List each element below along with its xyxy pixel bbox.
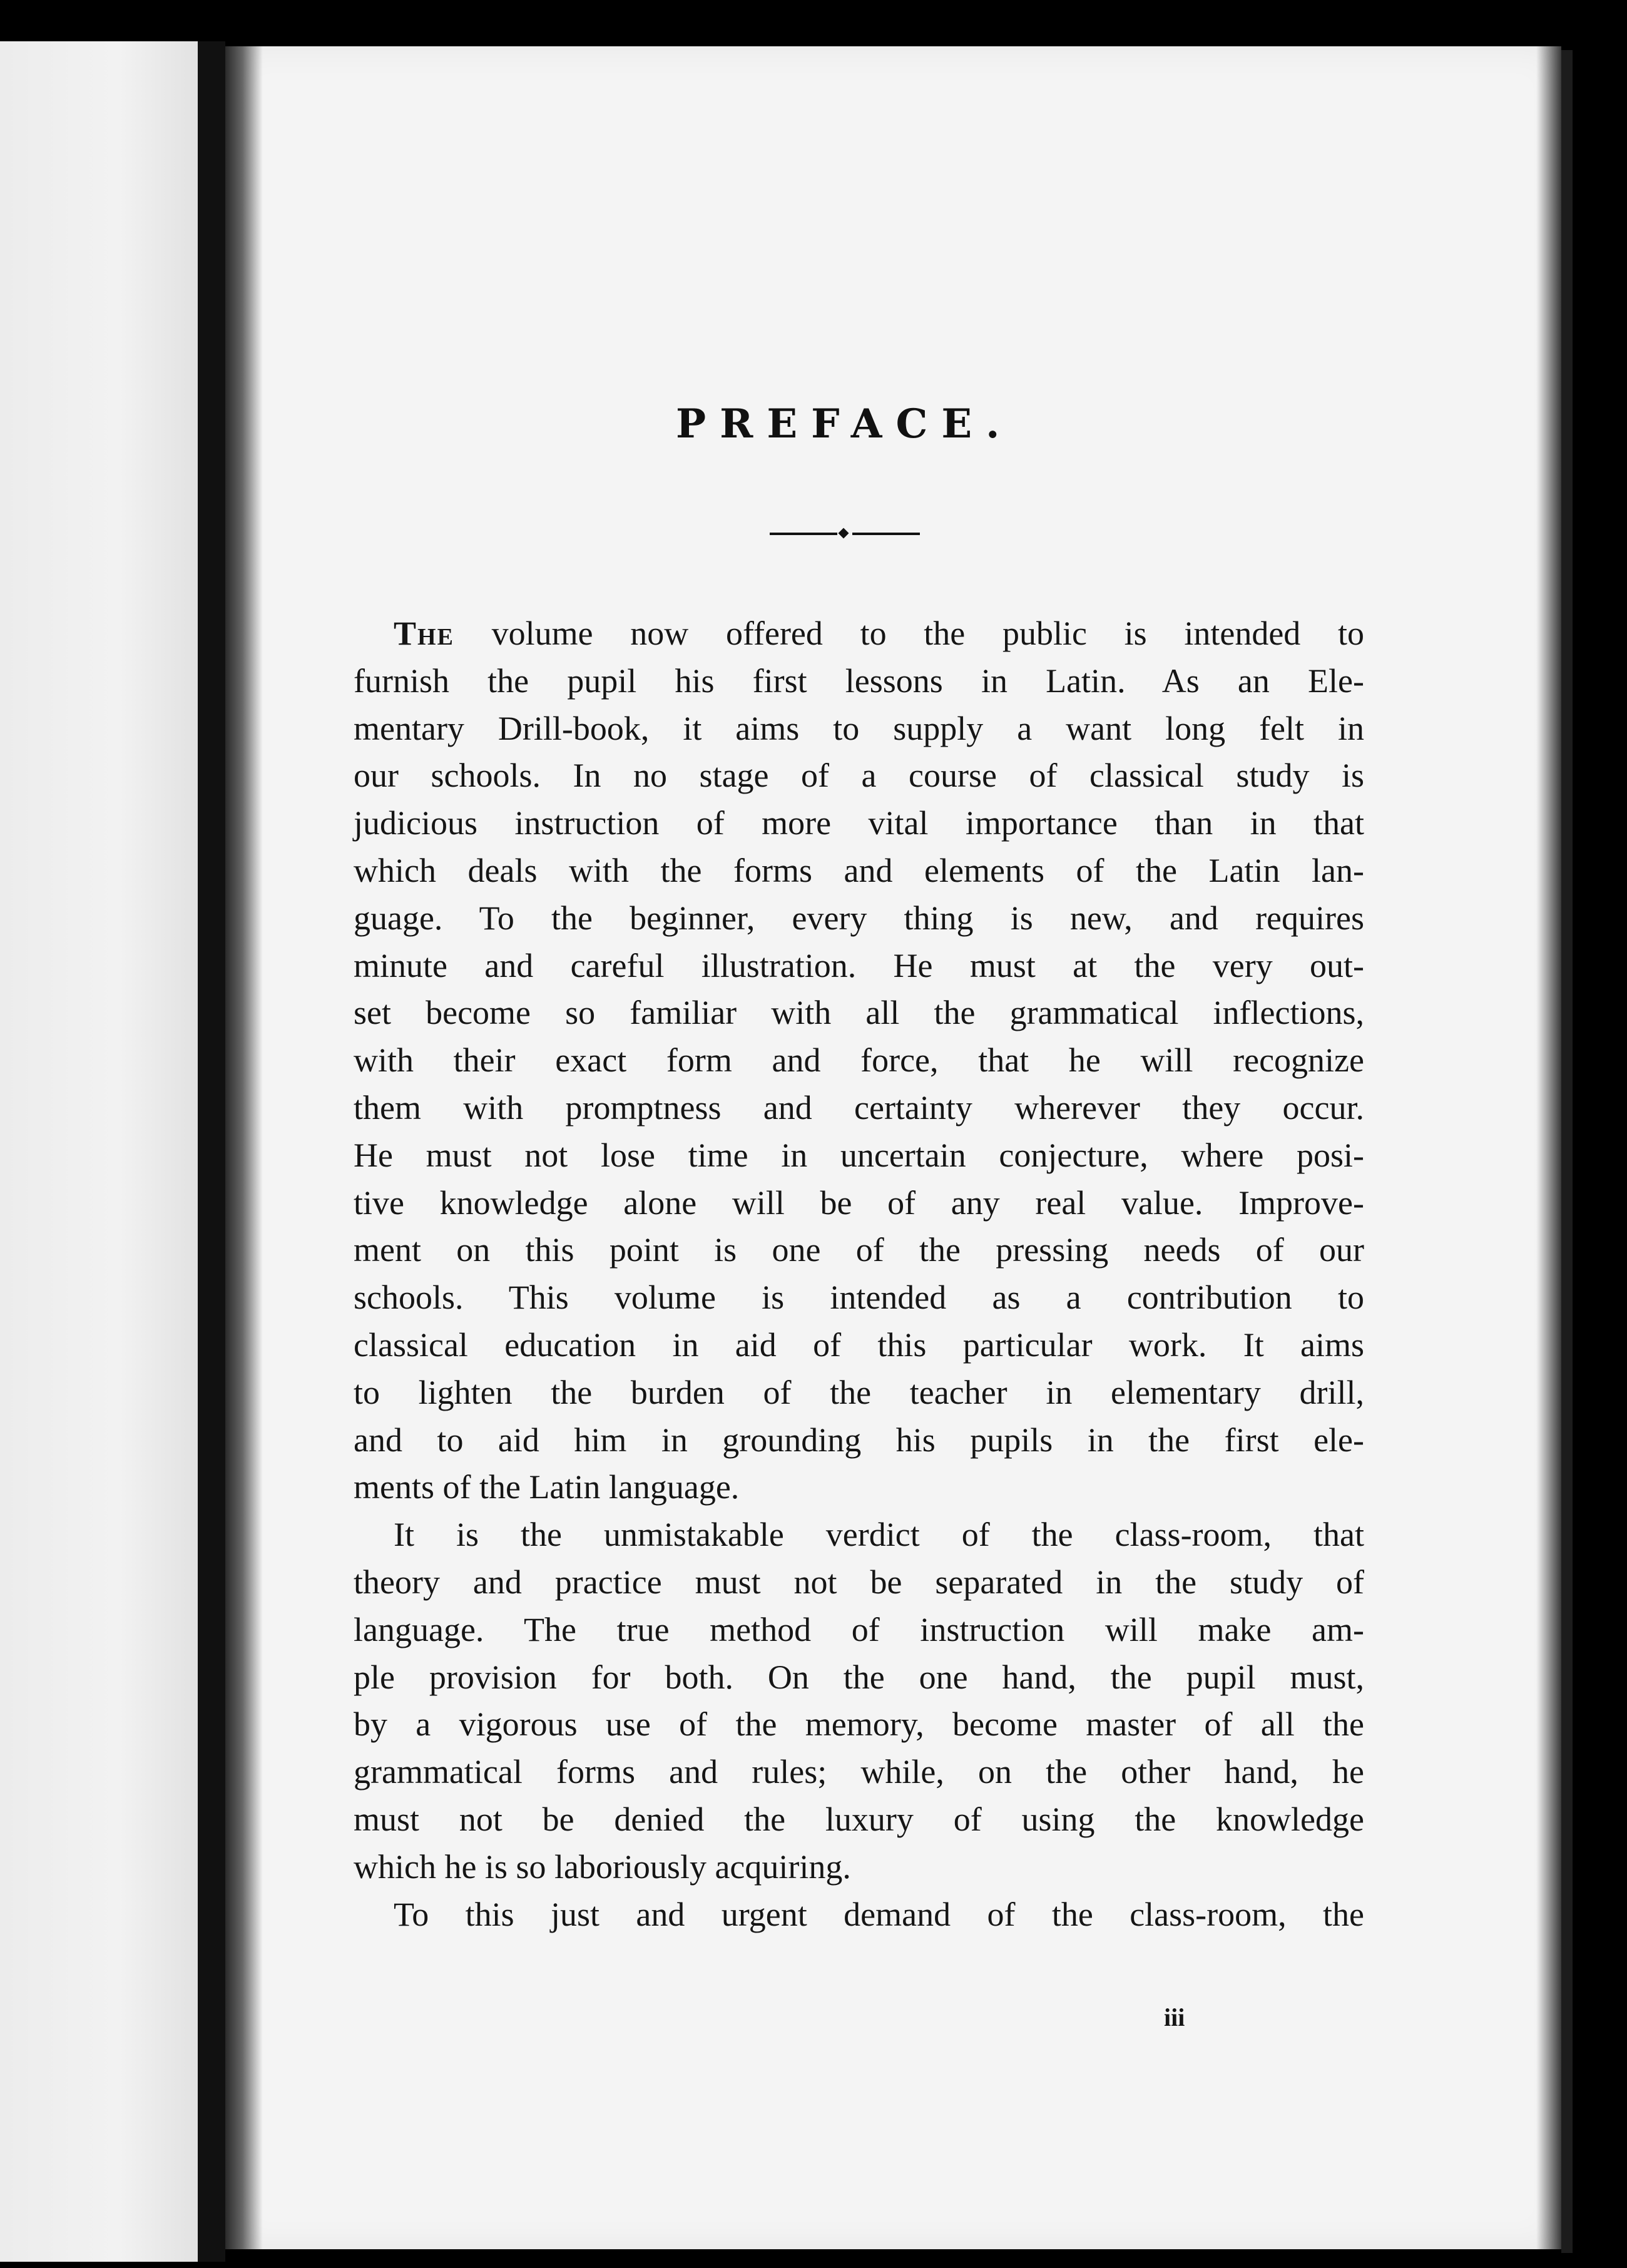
line-text: volume now offered to the public is intended to <box>454 615 1364 652</box>
paragraph-line: must not be denied the luxury of using the knowledge <box>354 1800 1364 1838</box>
paragraph-line: ments of the Latin language. <box>354 1468 740 1506</box>
paragraph-line: which he is so laboriously acquiring. <box>354 1847 851 1886</box>
paragraph-line: minute and careful illustration. He must at the very out- <box>354 946 1364 984</box>
paragraph-line: language. The true method of instruction will make am- <box>354 1610 1364 1648</box>
paragraph-line: which deals with the forms and elements of the Latin lan- <box>354 851 1364 889</box>
previous-page-edge <box>0 41 198 2262</box>
ornament-rule-right <box>852 533 920 535</box>
paragraph-line: ple provision for both. On the one hand, the pupil must, <box>354 1658 1364 1696</box>
paragraph-line: by a vigorous use of the memory, become master of all the <box>354 1705 1364 1744</box>
paragraph-line: with their exact form and force, that he will recognize <box>354 1041 1364 1080</box>
ornament-rule-left <box>770 533 837 535</box>
paragraph-3 <box>354 1891 1364 1939</box>
paragraph-line: mentary Drill-book, it aims to supply a want long felt in <box>354 709 1364 747</box>
paragraph-line: to lighten the burden of the teacher in elementary drill, <box>354 1373 1364 1411</box>
ornamental-rule <box>770 529 920 538</box>
opening-word: The <box>394 615 454 652</box>
paragraph-line: ment on this point is one of the pressing needs of our <box>354 1231 1364 1269</box>
paragraph-line: theory and practice must not be separated in the study of <box>354 1563 1364 1601</box>
paragraph-line: set become so familiar with all the grammatical inflections, <box>354 994 1364 1032</box>
gutter-shadow <box>225 46 263 2249</box>
paragraph-line: It is the unmistakable verdict of the class-room, that <box>394 1516 1364 1554</box>
paragraph-line <box>354 610 1364 658</box>
page-number: iii <box>1164 2003 1185 2031</box>
ornament-diamond-icon <box>839 528 849 539</box>
page-right-edge <box>1561 50 1573 2253</box>
binding-gutter <box>198 41 225 2262</box>
paragraph-line: schools. This volume is intended as a contribution to <box>354 1279 1364 1317</box>
paragraph-line: our schools. In no stage of a course of classical study is <box>354 757 1364 795</box>
page-edge-shadow <box>1536 46 1561 2249</box>
paragraph-line: guage. To the beginner, every thing is new, and requires <box>354 899 1364 937</box>
paragraph-1 <box>354 610 1364 1511</box>
paragraph-line: grammatical forms and rules; while, on the other hand, he <box>354 1753 1364 1791</box>
paragraph-line: classical education in aid of this particular work. It aims <box>354 1326 1364 1364</box>
paragraph-line: and to aid him in grounding his pupils in the first ele- <box>354 1421 1364 1459</box>
preface-body <box>354 610 1364 1938</box>
paragraph-line: them with promptness and certainty wherever they occur. <box>354 1088 1364 1126</box>
paragraph-line: He must not lose time in uncertain conjecture, where posi- <box>354 1136 1364 1174</box>
paragraph-2 <box>354 1511 1364 1891</box>
paragraph-line: tive knowledge alone will be of any real value. Improve- <box>354 1183 1364 1222</box>
paragraph-line: judicious instruction of more vital importance than in that <box>354 804 1364 842</box>
paragraph-line: furnish the pupil his first lessons in Latin. As an Ele- <box>354 662 1364 700</box>
paragraph-line: To this just and urgent demand of the class-room, the <box>394 1895 1364 1933</box>
page-heading: PREFACE. <box>676 401 1014 447</box>
